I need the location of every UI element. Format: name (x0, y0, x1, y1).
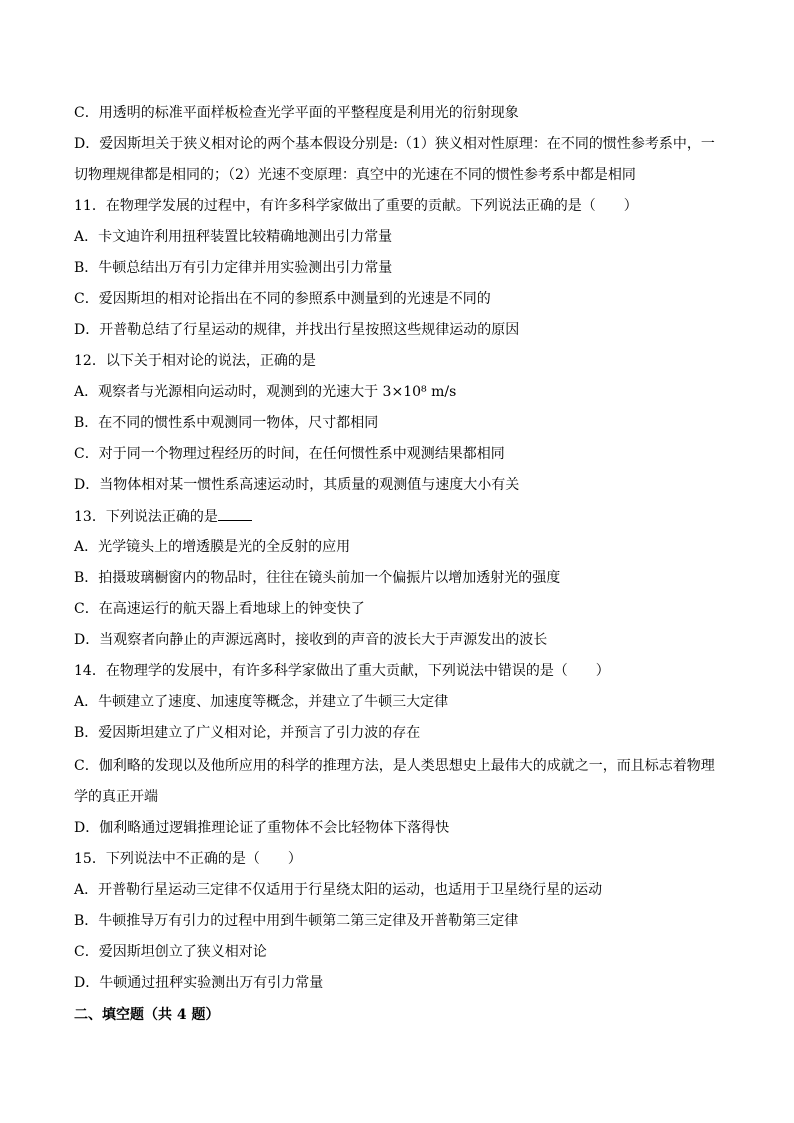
option-11a: A．卡文迪许利用扭秤装置比较精确地测出引力常量 (74, 229, 393, 245)
option-11c: C．爱因斯坦的相对论指出在不同的参照系中测量到的光速是不同的 (74, 291, 491, 307)
option-12a: A．观察者与光源相向运动时，观测到的光速大于 3×10⁸ m/s (74, 384, 457, 400)
option-15d: D．牛顿通过扭秤实验测出万有引力常量 (74, 975, 324, 991)
option-11d: D．开普勒总结了行星运动的规律，并找出行星按照这些规律运动的原因 (74, 322, 520, 338)
option-13a: A．光学镜头上的增透膜是光的全反射的应用 (74, 539, 351, 555)
option-14d: D．伽利略通过逻辑推理论证了重物体不会比轻物体下落得快 (74, 820, 450, 836)
option-15b: B．牛顿推导万有引力的过程中用到牛顿第二第三定律及开普勒第三定律 (74, 913, 519, 929)
option-14c-continued: 学的真正开端 (74, 789, 158, 805)
option-11b: B．牛顿总结出万有引力定律并用实验测出引力常量 (74, 260, 393, 276)
question-13 (74, 506, 252, 527)
option-12d: D．当物体相对某一惯性系高速运动时，其质量的观测值与速度大小有关 (74, 477, 520, 493)
option-10d-continued: 切物理规律都是相同的；（2）光速不变原理：真空中的光速在不同的惯性参考系中都是相同 (74, 167, 636, 183)
question-14: 14．在物理学的发展中，有许多科学家做出了重大贡献，下列说法中错误的是（ ） (74, 663, 610, 679)
option-13c: C．在高速运行的航天器上看地球上的钟变快了 (74, 601, 365, 617)
option-10c: C．用透明的标准平面样板检查光学平面的平整程度是利用光的衍射现象 (74, 105, 519, 121)
option-14a: A．牛顿建立了速度、加速度等概念，并建立了牛顿三大定律 (74, 694, 449, 710)
option-13d: D．当观察者向静止的声源远离时，接收到的声音的波长大于声源发出的波长 (74, 632, 548, 648)
question-15: 15．下列说法中不正确的是（ ） (74, 851, 302, 867)
option-12b: B．在不同的惯性系中观测同一物体，尺寸都相同 (74, 415, 379, 431)
option-13b: B．拍摄玻璃橱窗内的物品时，往往在镜头前加一个偏振片以增加透射光的强度 (74, 570, 561, 586)
question-12: 12．以下关于相对论的说法，正确的是 (74, 353, 316, 369)
option-14b: B．爱因斯坦建立了广义相对论，并预言了引力波的存在 (74, 725, 421, 741)
section-heading-fill-in: 二、填空题（共 4 题） (74, 1007, 220, 1023)
option-15c: C．爱因斯坦创立了狭义相对论 (74, 944, 267, 960)
answer-blank (218, 506, 252, 521)
question-13-text: 13．下列说法正确的是 (74, 509, 218, 525)
option-15a: A．开普勒行星运动三定律不仅适用于行星绕太阳的运动，也适用于卫星绕行星的运动 (74, 882, 603, 898)
question-11: 11．在物理学发展的过程中，有许多科学家做出了重要的贡献。下列说法正确的是（ ） (74, 198, 638, 214)
option-12c: C．对于同一个物理过程经历的时间，在任何惯性系中观测结果都相同 (74, 446, 505, 462)
option-10d: D．爱因斯坦关于狭义相对论的两个基本假设分别是:（1）狭义相对性原理：在不同的惯性参考系中，一 (74, 136, 715, 152)
option-14c: C．伽利略的发现以及他所应用的科学的推理方法，是人类思想史上最伟大的成就之一，而且标志着物理 (74, 758, 715, 774)
